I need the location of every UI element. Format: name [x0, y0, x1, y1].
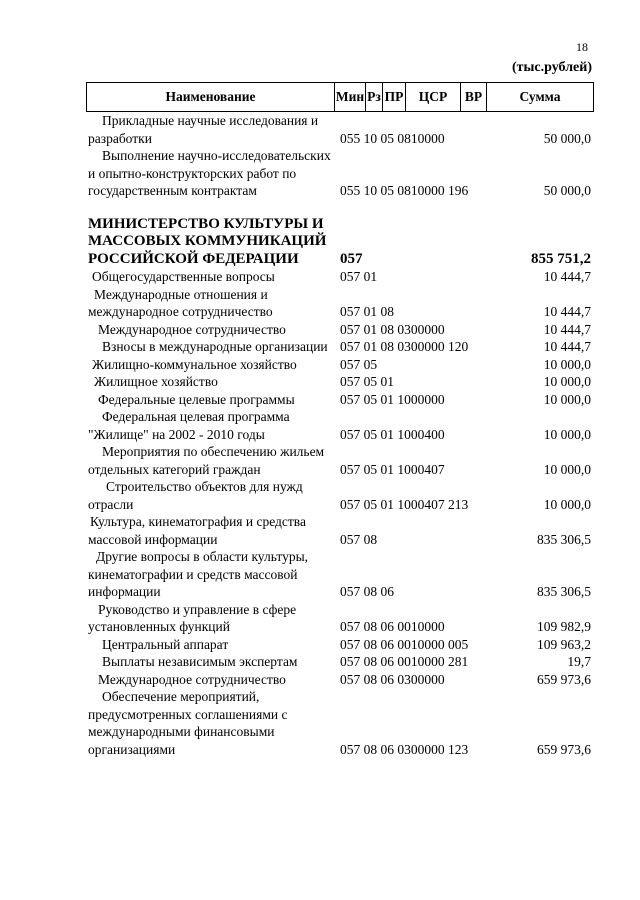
row-codes: 057 01 08 0300000 120 — [340, 339, 469, 354]
header-rz: Рз — [366, 83, 383, 111]
table-row — [0, 373, 640, 391]
ministry-row — [0, 216, 640, 269]
table-row — [0, 286, 640, 321]
table-row — [0, 443, 640, 478]
row-codes: 057 05 01 — [340, 374, 394, 389]
row-name: МИНИСТЕРСТВО КУЛЬТУРЫ И МАССОВЫХ КОММУНИКАЦИЙ РОССИЙСКОЙ ФЕДЕРАЦИИ — [88, 215, 327, 267]
row-codes: 057 05 01 1000400 — [340, 426, 445, 442]
table-row — [0, 548, 640, 601]
row-name: Руководство и управление в сфере установленных функций — [88, 601, 297, 634]
row-codes: 057 08 — [340, 531, 378, 547]
table-row — [0, 268, 640, 286]
row-name: Прикладные научные исследования и разработки — [88, 113, 319, 146]
row-name: Международные отношения и международное сотрудничество — [88, 286, 273, 319]
row-gap — [0, 200, 640, 216]
table-row — [0, 408, 640, 443]
header-sum: Сумма — [519, 89, 561, 104]
table-row — [0, 671, 640, 689]
row-sum: 10 444,7 — [543, 321, 591, 337]
page-number: 18 — [576, 40, 588, 54]
header-pr: ПР — [383, 83, 406, 111]
row-sum: 10 000,0 — [543, 356, 591, 372]
table-row — [0, 601, 640, 636]
table-row — [0, 321, 640, 339]
row-codes: 057 05 01 1000407 213 — [340, 496, 469, 512]
row-name: Общегосударственные вопросы — [92, 269, 275, 284]
row-codes: 057 08 06 0010000 — [340, 619, 445, 634]
table-row — [0, 391, 640, 409]
row-sum: 109 982,9 — [537, 619, 591, 634]
row-sum: 50 000,0 — [543, 183, 591, 198]
table-row — [0, 112, 640, 147]
row-codes: 057 01 08 0300000 — [340, 321, 445, 337]
row-name: Мероприятия по обеспечению жильем отдельных категорий граждан — [88, 444, 325, 477]
row-name: Международное сотрудничество — [98, 321, 286, 337]
table-row — [0, 356, 640, 374]
table-row — [0, 513, 640, 548]
row-sum: 835 306,5 — [537, 531, 591, 547]
table-row — [0, 147, 640, 200]
row-name: Центральный аппарат — [102, 636, 229, 652]
row-name: Другие вопросы в области культуры, кинематографии и средств массовой информации — [88, 549, 309, 599]
row-codes: 057 05 — [340, 356, 378, 372]
row-name: Обеспечение мероприятий, предусмотренных соглашениями с международными финансовыми организациями — [88, 689, 288, 757]
row-codes: 057 08 06 0300000 — [340, 671, 445, 687]
table-row — [0, 338, 640, 356]
header-min: Мин — [335, 83, 366, 111]
row-codes: 057 08 06 0010000 281 — [340, 654, 469, 669]
row-sum: 109 963,2 — [537, 636, 591, 652]
row-name: Жилищное хозяйство — [94, 374, 218, 389]
row-name: Взносы в международные организации — [102, 339, 328, 354]
row-codes: 057 08 06 0300000 123 — [340, 741, 469, 757]
row-sum: 835 306,5 — [537, 584, 591, 599]
row-sum: 659 973,6 — [537, 741, 591, 757]
units-label: (тыс.рублей) — [511, 60, 592, 75]
row-sum: 10 444,7 — [543, 339, 591, 354]
row-sum: 10 000,0 — [543, 391, 591, 407]
budget-table-body — [0, 112, 640, 758]
table-row — [0, 478, 640, 513]
row-sum: 10 000,0 — [543, 426, 591, 442]
row-codes: 055 10 05 0810000 196 — [340, 183, 469, 198]
row-codes: 057 05 01 1000407 — [340, 461, 445, 477]
row-sum: 855 751,2 — [531, 250, 591, 267]
row-name: Выполнение научно-исследовательских и опытно-конструкторских работ по государственным контрактам — [88, 148, 331, 198]
row-sum: 10 000,0 — [543, 374, 591, 389]
row-sum: 50 000,0 — [543, 130, 591, 146]
row-name: Федеральные целевые программы — [98, 391, 295, 407]
row-sum: 10 000,0 — [543, 496, 591, 512]
row-sum: 19,7 — [567, 654, 591, 669]
row-codes: 057 05 01 1000000 — [340, 391, 445, 407]
row-codes: 055 10 05 0810000 — [340, 130, 445, 146]
row-name: Культура, кинематография и средства массовой информации — [88, 514, 306, 547]
row-sum: 10 000,0 — [543, 461, 591, 477]
table-row — [0, 636, 640, 654]
row-codes: 057 01 08 — [340, 304, 394, 319]
row-name: Международное сотрудничество — [98, 671, 286, 687]
table-row — [0, 688, 640, 758]
row-sum: 659 973,6 — [537, 671, 591, 687]
row-name: Строительство объектов для нужд отрасли — [88, 479, 303, 512]
table-header — [86, 82, 594, 112]
row-name: Федеральная целевая программа "Жилище" на 2002 - 2010 годы — [88, 409, 290, 442]
row-sum: 10 444,7 — [543, 269, 591, 284]
row-name: Жилищно-коммунальное хозяйство — [92, 356, 297, 372]
row-codes: 057 08 06 — [340, 584, 394, 599]
row-name: Выплаты независимым экспертам — [102, 654, 298, 669]
header-vr: ВР — [461, 83, 487, 111]
row-codes: 057 — [340, 250, 363, 267]
table-row — [0, 653, 640, 671]
header-name: Наименование — [87, 83, 335, 111]
row-codes: 057 08 06 0010000 005 — [340, 636, 469, 652]
row-codes: 057 01 — [340, 269, 378, 284]
row-sum: 10 444,7 — [543, 304, 591, 319]
header-csr: ЦСР — [406, 83, 461, 111]
